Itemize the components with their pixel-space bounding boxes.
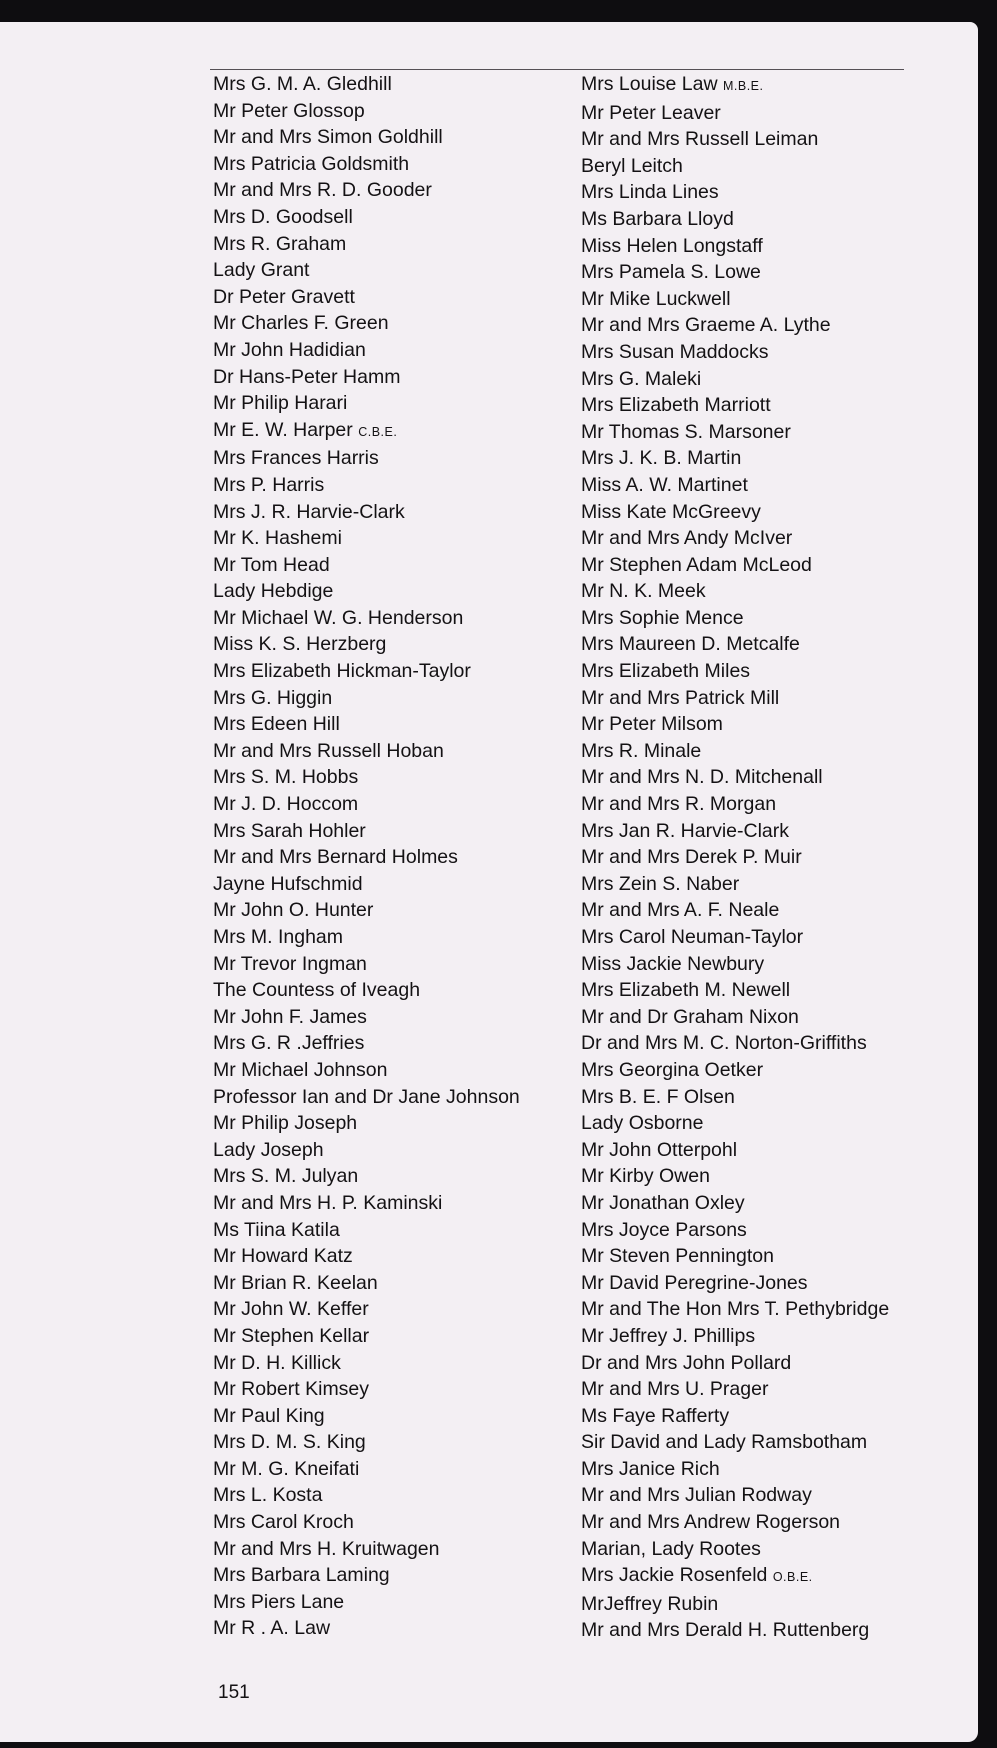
name-entry (213, 1615, 543, 1642)
entry-name: Mr John O. Hunter (213, 899, 374, 922)
entry-name: Mr and Mrs Derek P. Muir (581, 846, 802, 869)
entry-name: Mr R . A. Law (213, 1617, 331, 1640)
name-entry (213, 1403, 543, 1430)
name-entry (213, 151, 543, 178)
entry-name: Mr J. D. Hoccom (213, 793, 359, 816)
name-entry (213, 578, 543, 605)
entry-name: Mrs Elizabeth M. Newell (581, 979, 791, 1002)
entry-name: Lady Grant (213, 259, 310, 282)
name-entry (213, 1350, 543, 1377)
entry-name: Mr and Mrs Andy McIver (581, 527, 793, 550)
entry-name: Miss Kate McGreevy (581, 500, 761, 523)
entry-name: Miss Jackie Newbury (581, 952, 765, 975)
name-entry (213, 1323, 543, 1350)
name-entry (213, 1190, 543, 1217)
name-entry (213, 844, 543, 871)
name-entry (213, 1482, 543, 1509)
name-entry (581, 126, 971, 153)
entry-name: Mr and Mrs Russell Hoban (213, 739, 444, 762)
name-entry (213, 1589, 543, 1616)
entry-name: Mr Peter Leaver (581, 101, 721, 124)
name-entry (581, 179, 971, 206)
name-entry (213, 764, 543, 791)
name-entry (213, 1562, 543, 1589)
name-entry (581, 1403, 971, 1430)
name-entry (213, 231, 543, 258)
entry-name: Mrs Joyce Parsons (581, 1218, 747, 1241)
entry-name: Ms Tiina Katila (213, 1218, 340, 1241)
entry-name: Mrs Elizabeth Hickman-Taylor (213, 660, 471, 683)
entry-name: Mrs Jan R. Harvie-Clark (581, 819, 790, 842)
name-entry (213, 552, 543, 579)
name-entry (213, 1270, 543, 1297)
entry-name: Mrs D. Goodsell (213, 205, 353, 228)
page-number: 151 (218, 1682, 250, 1703)
name-entry (213, 1137, 543, 1164)
name-entry (581, 499, 971, 526)
name-entry (213, 871, 543, 898)
name-entry (213, 1376, 543, 1403)
name-entry (213, 685, 543, 712)
entry-name: Mr Kirby Owen (581, 1165, 710, 1188)
name-entry (581, 871, 971, 898)
entry-name: Mrs S. M. Julyan (213, 1165, 359, 1188)
name-entry (581, 844, 971, 871)
name-entry (213, 284, 543, 311)
name-entry (213, 1243, 543, 1270)
name-entry (213, 390, 543, 417)
name-entry (581, 392, 971, 419)
entry-name: Mr and Mrs Bernard Holmes (213, 846, 458, 869)
entry-name: Mr Jeffrey J. Phillips (581, 1324, 756, 1347)
name-entry (213, 791, 543, 818)
name-entry (581, 658, 971, 685)
name-entry (581, 233, 971, 260)
entry-name: Marian, Lady Rootes (581, 1537, 761, 1560)
entry-name: Mr Peter Milsom (581, 713, 723, 736)
name-entry (213, 711, 543, 738)
entry-name: Mrs Pamela S. Lowe (581, 261, 761, 284)
entry-name: Dr Peter Gravett (213, 285, 355, 308)
name-entry (581, 1591, 971, 1618)
entry-name: Mr and Mrs N. D. Mitchenall (581, 766, 823, 789)
name-entry (213, 124, 543, 151)
entry-name: Mr Jonathan Oxley (581, 1191, 745, 1214)
entry-name: Mr and Mrs Andrew Rogerson (581, 1511, 841, 1534)
entry-name: Mr and The Hon Mrs T. Pethybridge (581, 1298, 890, 1321)
name-entry (581, 366, 971, 393)
name-entry (213, 738, 543, 765)
name-entry (581, 738, 971, 765)
entry-name: Mrs G. Maleki (581, 367, 702, 390)
entry-name: Mr and Mrs H. P. Kaminski (213, 1191, 443, 1214)
entry-name: Mr and Mrs H. Kruitwagen (213, 1537, 440, 1560)
entry-name: Mr Mike Luckwell (581, 287, 731, 310)
name-entry (581, 711, 971, 738)
name-entry (213, 472, 543, 499)
entry-name: MrJeffrey Rubin (581, 1592, 719, 1615)
name-entry (581, 977, 971, 1004)
entry-name: Mr and Mrs R. D. Gooder (213, 179, 432, 202)
name-entry (213, 951, 543, 978)
name-entry (581, 552, 971, 579)
name-entry (213, 1217, 543, 1244)
entry-name: Dr and Mrs M. C. Norton-Griffiths (581, 1032, 867, 1055)
name-entry (213, 1004, 543, 1031)
entry-name: Mr and Mrs A. F. Neale (581, 899, 780, 922)
name-entry (581, 525, 971, 552)
entry-name: Mrs Carol Neuman-Taylor (581, 926, 804, 948)
entry-name: Dr and Mrs John Pollard (581, 1351, 792, 1374)
entry-name: Mr Philip Harari (213, 392, 348, 415)
entry-name: Mr and Mrs Julian Rodway (581, 1484, 812, 1507)
entry-name: Professor Ian and Dr Jane Johnson (213, 1085, 520, 1108)
entry-name: Mrs G. M. A. Gledhill (213, 73, 392, 95)
entry-name: Mr N. K. Meek (581, 580, 706, 603)
name-entry (213, 445, 543, 472)
name-entry (213, 977, 543, 1004)
name-entry (213, 337, 543, 364)
entry-name: Mr and Dr Graham Nixon (581, 1005, 799, 1028)
entry-name: Mrs Edeen Hill (213, 713, 340, 736)
name-entry (213, 1536, 543, 1563)
entry-name: Dr Hans-Peter Hamm (213, 365, 401, 388)
entry-name: Mrs Sophie Mence (581, 606, 744, 629)
name-entry (581, 685, 971, 712)
document-page (0, 22, 978, 1742)
entry-name: Mr Michael Johnson (213, 1058, 388, 1081)
name-entry (213, 499, 543, 526)
name-entry (581, 1270, 971, 1297)
entry-name: Mr John F. James (213, 1005, 367, 1028)
entry-name: Mrs Georgina Oetker (581, 1058, 764, 1081)
name-entry (213, 71, 543, 98)
entry-name: Mrs Carol Kroch (213, 1511, 354, 1534)
entry-name: Mrs Louise Law (581, 73, 718, 95)
entry-name: Mr Michael W. G. Henderson (213, 606, 464, 629)
entry-name: Mrs G. Higgin (213, 686, 333, 709)
entry-name: Mrs J. R. Harvie-Clark (213, 500, 405, 523)
name-entry (213, 310, 543, 337)
entry-name: Mrs D. M. S. King (213, 1431, 366, 1454)
name-entry (581, 1004, 971, 1031)
entry-name: Mrs Elizabeth Miles (581, 660, 751, 683)
entry-honour: O.B.E. (772, 1570, 813, 1585)
name-entry (581, 578, 971, 605)
entry-name: Mr Stephen Adam McLeod (581, 553, 812, 576)
entry-name: Mrs Maureen D. Metcalfe (581, 633, 800, 656)
name-entry (581, 1482, 971, 1509)
name-entry (213, 897, 543, 924)
name-entry (581, 951, 971, 978)
name-entry (213, 177, 543, 204)
name-entry (581, 472, 971, 499)
entry-name: Mr K. Hashemi (213, 527, 342, 550)
entry-name: Sir David and Lady Ramsbotham (581, 1431, 868, 1454)
entry-name: Ms Barbara Lloyd (581, 207, 734, 230)
entry-name: Mrs P. Harris (213, 473, 325, 496)
entry-name: Miss A. W. Martinet (581, 473, 748, 496)
entry-name: The Countess of Iveagh (213, 979, 421, 1002)
name-entry (581, 1323, 971, 1350)
entry-name: Mrs M. Ingham (213, 926, 344, 948)
name-entry (581, 1429, 971, 1456)
name-entry (213, 525, 543, 552)
name-entry (581, 897, 971, 924)
header-rule (210, 69, 904, 70)
entry-name: Mr and Mrs R. Morgan (581, 793, 777, 816)
entry-name: Mr M. G. Kneifati (213, 1457, 360, 1480)
entry-name: Beryl Leitch (581, 154, 683, 177)
entry-name: Mr and Mrs Simon Goldhill (213, 126, 443, 149)
name-entry (581, 605, 971, 632)
name-entry (581, 445, 971, 472)
name-entry (581, 1536, 971, 1563)
entry-name: Mr Brian R. Keelan (213, 1271, 378, 1294)
entry-name: Mr and Mrs Derald H. Ruttenberg (581, 1619, 870, 1642)
name-entry (581, 71, 971, 100)
entry-name: Miss Helen Longstaff (581, 234, 763, 257)
name-entry (213, 605, 543, 632)
entry-name: Mr Howard Katz (213, 1245, 353, 1268)
name-entry (213, 1030, 543, 1057)
name-entry (581, 1562, 971, 1591)
name-entry (581, 100, 971, 127)
name-entry (581, 153, 971, 180)
name-entry (213, 1110, 543, 1137)
entry-name: Mrs Jackie Rosenfeld (581, 1564, 768, 1587)
entry-name: Mr E. W. Harper (213, 418, 353, 441)
name-entry (581, 631, 971, 658)
entry-name: Mr John Otterpohl (581, 1138, 738, 1161)
name-entry (581, 1137, 971, 1164)
entry-honour: C.B.E. (358, 424, 398, 439)
name-entry (213, 818, 543, 845)
name-entry (581, 1084, 971, 1111)
name-entry (581, 1110, 971, 1137)
entry-name: Mrs Piers Lane (213, 1590, 345, 1613)
name-entry (581, 1296, 971, 1323)
entry-name: Mrs R. Minale (581, 739, 702, 762)
entry-name: Mrs Linda Lines (581, 181, 719, 204)
name-entry (581, 1217, 971, 1244)
name-entry (581, 1030, 971, 1057)
name-entry (581, 818, 971, 845)
entry-name: Mr and Mrs U. Prager (581, 1378, 769, 1401)
name-entry (581, 419, 971, 446)
entry-name: Mrs Barbara Laming (213, 1564, 390, 1587)
entry-name: Mr D. H. Killick (213, 1351, 341, 1374)
entry-name: Mr Steven Pennington (581, 1245, 774, 1268)
name-entry (581, 286, 971, 313)
entry-name: Mrs R. Graham (213, 232, 347, 255)
name-entry (213, 1296, 543, 1323)
name-entry (213, 98, 543, 125)
entry-name: Lady Joseph (213, 1138, 324, 1161)
name-entry (213, 631, 543, 658)
name-entry (213, 924, 543, 951)
name-entry (581, 791, 971, 818)
entry-name: Mrs G. R .Jeffries (213, 1032, 365, 1055)
entry-name: Mr and Mrs Russell Leiman (581, 128, 819, 151)
entry-honour: M.B.E. (722, 79, 764, 93)
entry-name: Mrs Susan Maddocks (581, 340, 769, 363)
name-entry (581, 206, 971, 233)
name-entry (581, 1243, 971, 1270)
entry-name: Mrs Frances Harris (213, 447, 379, 470)
name-entry (213, 204, 543, 231)
entry-name: Mrs Zein S. Naber (581, 872, 740, 895)
name-entry (581, 1509, 971, 1536)
entry-name: Mr and Mrs Patrick Mill (581, 686, 780, 709)
name-entry (581, 1350, 971, 1377)
entry-name: Mrs B. E. F Olsen (581, 1085, 735, 1108)
name-entry (213, 1509, 543, 1536)
name-entry (213, 257, 543, 284)
name-entry (581, 259, 971, 286)
entry-name: Ms Faye Rafferty (581, 1404, 730, 1427)
entry-name: Mr John Hadidian (213, 338, 366, 361)
name-entry (581, 1057, 971, 1084)
entry-name: Mr Stephen Kellar (213, 1324, 370, 1347)
name-entry (213, 1456, 543, 1483)
name-entry (581, 1456, 971, 1483)
name-entry (581, 1190, 971, 1217)
name-entry (581, 1617, 971, 1644)
name-entry (213, 1084, 543, 1111)
entry-name: Mrs J. K. B. Martin (581, 447, 742, 470)
name-entry (581, 1376, 971, 1403)
entry-name: Lady Hebdige (213, 580, 334, 603)
entry-name: Mrs S. M. Hobbs (213, 766, 359, 789)
name-entry (213, 364, 543, 391)
name-entry (213, 1057, 543, 1084)
entry-name: Mr and Mrs Graeme A. Lythe (581, 314, 831, 337)
entry-name: Mr Charles F. Green (213, 312, 389, 335)
name-entry (581, 1163, 971, 1190)
name-entry (581, 924, 971, 951)
name-entry (213, 658, 543, 685)
entry-name: Mrs L. Kosta (213, 1484, 323, 1507)
name-entry (213, 1163, 543, 1190)
entry-name: Mr Thomas S. Marsoner (581, 420, 791, 443)
entry-name: Miss K. S. Herzberg (213, 633, 387, 656)
name-entry (581, 339, 971, 366)
entry-name: Mrs Sarah Hohler (213, 819, 366, 842)
entry-name: Mrs Elizabeth Marriott (581, 394, 771, 417)
name-entry (581, 764, 971, 791)
right-name-column (581, 71, 971, 1644)
entry-name: Mr Robert Kimsey (213, 1378, 370, 1401)
entry-name: Mrs Janice Rich (581, 1457, 720, 1480)
entry-name: Mrs Patricia Goldsmith (213, 152, 410, 175)
left-name-column (213, 71, 543, 1642)
entry-name: Mr Philip Joseph (213, 1112, 358, 1135)
name-entry (581, 312, 971, 339)
entry-name: Jayne Hufschmid (213, 872, 363, 895)
name-entry (213, 417, 543, 446)
entry-name: Mr Tom Head (213, 553, 330, 576)
entry-name: Mr David Peregrine-Jones (581, 1271, 808, 1294)
entry-name: Lady Osborne (581, 1112, 704, 1135)
name-entry (213, 1429, 543, 1456)
entry-name: Mr Peter Glossop (213, 99, 365, 122)
entry-name: Mr Trevor Ingman (213, 952, 367, 975)
entry-name: Mr Paul King (213, 1404, 325, 1427)
entry-name: Mr John W. Keffer (213, 1298, 369, 1321)
